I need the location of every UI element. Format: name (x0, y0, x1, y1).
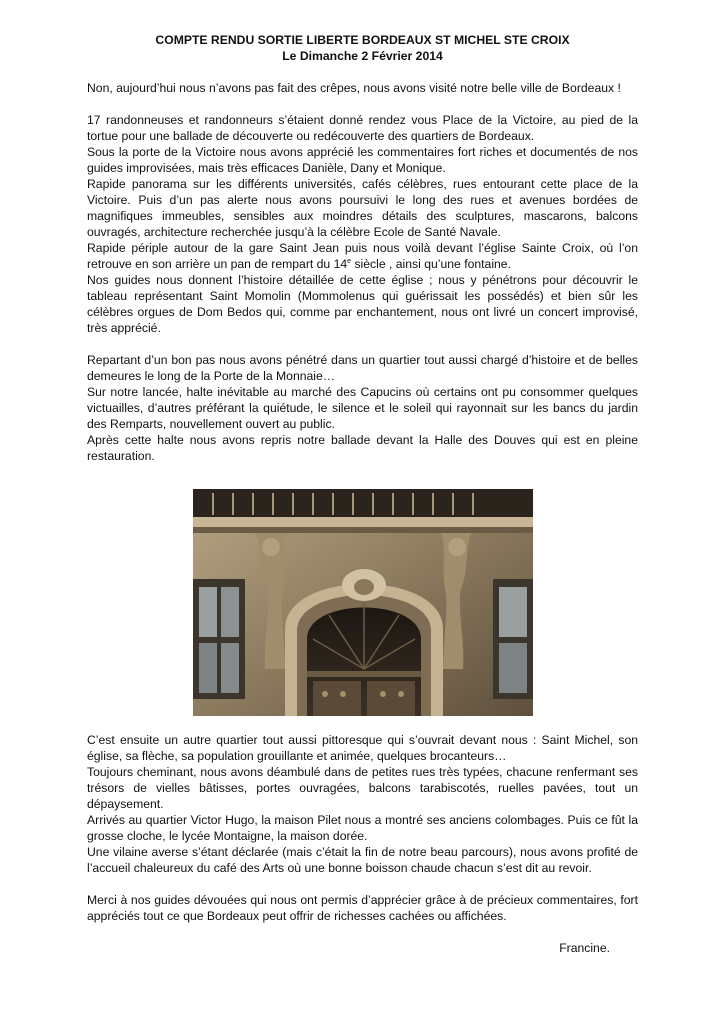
paragraph-8: Après cette halte nous avons repris notre ballade devant la Halle des Douves qui est en pleine restauration. (87, 433, 638, 463)
paragraph-7: Sur notre lancée, halte inévitable au marché des Capucins où certains ont pu consommer quelques victuailles, d’autres préférant la quiétude, le silence et le soleil qui rayonnait sur les bancs du jardin des Remparts, nouvellement ouvert au public. (87, 385, 638, 431)
document-continuation (87, 732, 638, 956)
paragraph-11: Arrivés au quartier Victor Hugo, la maison Pilet nous a montré ses anciens colombages. Puis ce fût la grosse cloche, le lycée Montaigne, la maison dorée. (87, 813, 638, 843)
doorway-image (193, 489, 533, 716)
paragraph-12: Une vilaine averse s’étant déclarée (mais c’était la fin de notre beau parcours), nous avons profité de l’accueil chaleureux du café des Arts où une bonne boisson chaude chacun s’est dit au revoir. (87, 845, 638, 875)
paragraph-2: Sous la porte de la Victoire nous avons apprécié les commentaires fort riches et documentés de nos guides improvisées, mais très efficaces Danièle, Dany et Monique. (87, 145, 638, 175)
document-title: COMPTE RENDU SORTIE LIBERTE BORDEAUX ST MICHEL STE CROIX (155, 33, 570, 47)
paragraph-4-part-b: siècle , ainsi qu’une fontaine. (351, 257, 511, 271)
document-page (87, 32, 638, 464)
paragraph-4-part-a: Rapide périple autour de la gare Saint Jean puis nous voilà devant l’église Sainte Croix, où l’on retrouve en son arrière un pan de rempart du 14 (87, 241, 638, 271)
paragraph-intro: Non, aujourd’hui nous n’avons pas fait des crêpes, nous avons visité notre belle ville de Bordeaux ! (87, 81, 621, 95)
paragraph-6: Repartant d’un bon pas nous avons pénétré dans un quartier tout aussi chargé d’histoire et de belles demeures le long de la Porte de la Monnaie… (87, 353, 638, 383)
document-date: Le Dimanche 2 Février 2014 (282, 49, 443, 63)
paragraph-4 (87, 240, 638, 272)
paragraph-5: Nos guides nous donnent l’histoire détaillée de cette église ; nous y pénétrons pour découvrir le tableau représentant Saint Momolin (Mommolenus qui guérissait les possédés) et bien sûr les célèbres orgues de Dom Bedos qui, comme par enchantement, nous ont livré un concert improvisé, très apprécié. (87, 273, 638, 335)
paragraph-13: Merci à nos guides dévouées qui nous ont permis d’apprécier grâce à de précieux commentaires, fort appréciés tout ce que Bordeaux peut offrir de richesses cachées ou affichées. (87, 893, 638, 923)
doorway-photo (193, 489, 533, 716)
paragraph-3: Rapide panorama sur les différents universités, cafés célèbres, rues entourant cette place de la Victoire. Puis d’un pas alerte nous avons poursuivi le long des rues et avenues bordées de magnifiques immeubles, sensibles aux moindres détails des sculptures, mascarons, balcons ouvragés, architecture recherchée jusqu’à la célèbre Ecole de Santé Navale. (87, 177, 638, 239)
century-superscript: e (347, 257, 352, 265)
paragraph-9: C’est ensuite un autre quartier tout aussi pittoresque qui s’ouvrait devant nous : Saint Michel, son église, sa flèche, sa population grouillante et animée, quelques brocanteurs… (87, 733, 638, 763)
signature: Francine. (559, 941, 610, 955)
paragraph-1: 17 randonneuses et randonneurs s’étaient donné rendez vous Place de la Victoire, au pied de la tortue pour une ballade de découverte ou redécouverte des quartiers de Bordeaux. (87, 113, 638, 143)
paragraph-10: Toujours cheminant, nous avons déambulé dans de petites rues très typées, chacune renfermant ses trésors de vielles bâtisses, portes ouvragées, balcons tarabiscotés, ruelles pavées, tout un dépaysement. (87, 765, 638, 811)
